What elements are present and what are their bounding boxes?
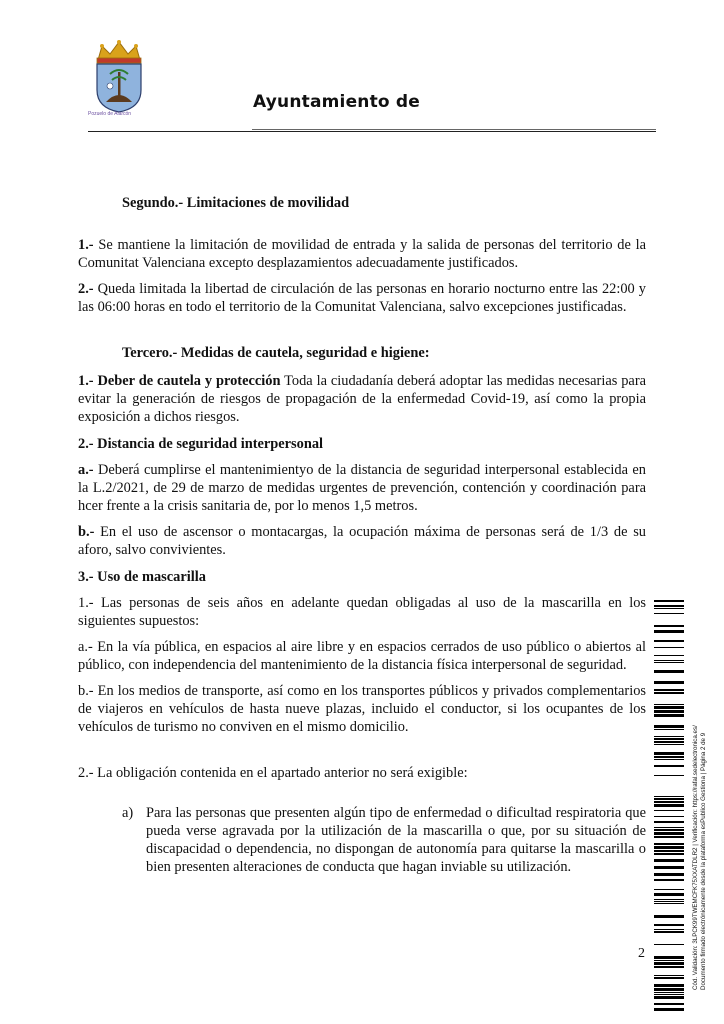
paragraph-mascarilla-1: 1.- Las personas de seis años en adelante quedan obligadas al uso de la mascarilla en los siguientes supuestos: bbox=[78, 595, 646, 629]
barcode-bar bbox=[654, 829, 684, 831]
barcode-bar bbox=[654, 899, 684, 900]
barcode-bar bbox=[654, 765, 684, 767]
barcode-bar bbox=[654, 931, 684, 933]
barcode-bar bbox=[654, 827, 684, 828]
subheading-mascarilla: 3.- Uso de mascarilla bbox=[78, 569, 206, 585]
paragraph-distancia-a bbox=[78, 461, 646, 515]
barcode-bar bbox=[654, 736, 684, 737]
barcode-bar bbox=[654, 915, 684, 918]
paragraph-number: 2.- bbox=[78, 281, 94, 297]
barcode-bar bbox=[654, 744, 684, 745]
barcode-bar bbox=[654, 821, 684, 823]
barcode-bar bbox=[654, 1008, 684, 1011]
barcode-bar bbox=[654, 956, 684, 959]
barcode-bar bbox=[654, 992, 684, 993]
barcode-bar bbox=[654, 975, 684, 976]
barcode-bar bbox=[654, 893, 684, 896]
header-divider bbox=[88, 131, 656, 132]
list-item-a bbox=[78, 804, 646, 876]
barcode-bar bbox=[654, 846, 684, 849]
barcode-bar bbox=[654, 605, 684, 607]
barcode-bar bbox=[654, 759, 684, 760]
barcode-bar bbox=[654, 729, 684, 730]
barcode-bar bbox=[654, 873, 684, 876]
paragraph-distancia-b bbox=[78, 523, 646, 559]
barcode-bar bbox=[654, 775, 684, 776]
barcode-bar bbox=[654, 640, 684, 642]
section-heading-segundo: Segundo.- Limitaciones de movilidad bbox=[122, 195, 350, 211]
barcode-bar bbox=[654, 866, 684, 869]
barcode-bar bbox=[654, 692, 684, 694]
page-header-title: Ayuntamiento de bbox=[253, 92, 421, 112]
paragraph-segundo-1 bbox=[78, 236, 646, 272]
header-divider-thin bbox=[252, 129, 656, 130]
barcode-bar bbox=[654, 670, 684, 673]
paragraph-text: Toda la ciudadanía deberá adoptar las medidas necesarias para evitar la generación de riesgos de propagación de la enfermedad Covid-19, así como la propia exposición a dichos riesgos. bbox=[78, 373, 646, 425]
barcode-bar bbox=[654, 706, 684, 709]
barcode-bar bbox=[654, 984, 684, 987]
paragraph-number: 1.- bbox=[78, 237, 94, 253]
barcode-bar bbox=[654, 996, 684, 999]
barcode-bar bbox=[654, 988, 684, 991]
barcode-bar bbox=[654, 630, 684, 633]
signature-platform-line: Documento firmado electrónicamente desde la plataforma esPublico Gestiona | Página 2 de 9 bbox=[700, 732, 707, 990]
validation-sidebar bbox=[688, 690, 707, 990]
barcode-bar bbox=[654, 725, 684, 728]
paragraph-segundo-2 bbox=[78, 280, 646, 316]
barcode-bar bbox=[654, 960, 684, 961]
item-mark: a.- bbox=[78, 462, 94, 478]
paragraph-bold-lead: 1.- Deber de cautela y protección bbox=[78, 373, 281, 389]
barcode-bar bbox=[654, 655, 684, 656]
barcode-bar bbox=[654, 704, 684, 705]
paragraph-text: Se mantiene la limitación de movilidad de entrada y la salida de personas del territorio de la Comunitat Valenciana excepto desplazamientos adecuadamente justificados. bbox=[78, 237, 646, 271]
list-item-text: Para las personas que presenten algún tipo de enfermedad o dificultad respiratoria que pueda verse agravada por la utilización de la mascarilla o que, por su situación de discapacidad o dependencia, no dispongan de autonomía para quitarse la mascarilla o bien presenten alteraciones de conducta que hagan inviable su utilización. bbox=[146, 805, 646, 875]
paragraph-text: Deberá cumplirse el mantenimientyo de la distancia de seguridad interpersonal establecida en la L.2/2021, de 29 de marzo de medidas urgentes de prevención, contención y coordinación para hcer frente a la crisis sanitaria de, por lo menos 1,5 metros. bbox=[78, 462, 646, 514]
validation-barcode bbox=[654, 600, 684, 1012]
barcode-bar bbox=[654, 901, 684, 902]
barcode-bar bbox=[654, 843, 684, 845]
barcode-bar bbox=[654, 752, 684, 755]
barcode-bar bbox=[654, 944, 684, 945]
paragraph-text: En el uso de ascensor o montacargas, la ocupación máxima de personas será de 1/3 de su aforo, salvo convivientes. bbox=[78, 524, 646, 558]
barcode-bar bbox=[654, 850, 684, 852]
barcode-bar bbox=[654, 889, 684, 890]
barcode-bar bbox=[654, 810, 684, 811]
barcode-bar bbox=[654, 625, 684, 627]
document-body bbox=[78, 194, 646, 876]
logo-caption: Pozuelo de Alarcón bbox=[88, 111, 132, 117]
barcode-bar bbox=[654, 924, 684, 926]
paragraph-mascarilla-a: a.- En la vía pública, en espacios al aire libre y en espacios cerrados de uso público o abiertos al público, con independencia del mantenimiento de la distancia física interpersonal de seguridad. bbox=[78, 639, 646, 673]
barcode-bar bbox=[654, 662, 684, 663]
barcode-bar bbox=[654, 859, 684, 862]
list-item-marker: a) bbox=[122, 805, 134, 821]
barcode-bar bbox=[654, 836, 684, 838]
validation-sidebar-text bbox=[692, 690, 708, 990]
item-mark: b.- bbox=[78, 524, 95, 540]
subheading-distancia: 2.- Distancia de seguridad interpersonal bbox=[78, 436, 324, 452]
paragraph-mascarilla-b: b.- En los medios de transporte, así como en los transportes públicos y privados complementarios de viajeros en vehículos de hasta nueve plazas, incluido el conductor, si los ocupantes de los vehículos de turismo no conviven en el mismo domicilio. bbox=[78, 683, 646, 735]
barcode-bar bbox=[654, 738, 684, 740]
barcode-bar bbox=[654, 714, 684, 717]
barcode-bar bbox=[654, 796, 684, 797]
barcode-bar bbox=[654, 879, 684, 881]
barcode-bar bbox=[654, 681, 684, 684]
barcode-bar bbox=[654, 962, 684, 965]
page-number: 2 bbox=[638, 946, 645, 961]
barcode-bar bbox=[654, 613, 684, 614]
barcode-bar bbox=[654, 977, 684, 979]
barcode-bar bbox=[654, 756, 684, 758]
barcode-bar bbox=[654, 600, 684, 602]
barcode-bar bbox=[654, 929, 684, 930]
barcode-bar bbox=[654, 660, 684, 661]
section-heading-tercero: Tercero.- Medidas de cautela, seguridad e higiene: bbox=[122, 345, 430, 361]
barcode-bar bbox=[654, 994, 684, 995]
barcode-bar bbox=[654, 608, 684, 609]
barcode-bar bbox=[654, 832, 684, 835]
barcode-bar bbox=[654, 804, 684, 807]
barcode-bar bbox=[654, 801, 684, 803]
barcode-bar bbox=[654, 816, 684, 817]
barcode-bar bbox=[654, 903, 684, 904]
barcode-bar bbox=[654, 966, 684, 968]
barcode-bar bbox=[654, 798, 684, 800]
paragraph-mascarilla-2: 2.- La obligación contenida en el apartado anterior no será exigible: bbox=[78, 765, 468, 781]
validation-code-line: Cód. Validación: 3LPCK99TWEMCFK75XXATDLR2 | Verificación: https://rafal.sedelectronica.es/ bbox=[692, 725, 699, 990]
paragraph-text: Queda limitada la libertad de circulación de las personas en horario nocturno entre las 22:00 y las 06:00 horas en todo el territorio de la Comunitat Valenciana, salvo excepciones justificadas. bbox=[78, 281, 646, 315]
paragraph-cautela bbox=[78, 372, 646, 426]
barcode-bar bbox=[654, 710, 684, 713]
barcode-bar bbox=[654, 647, 684, 648]
barcode-bar bbox=[654, 1003, 684, 1005]
barcode-bar bbox=[654, 689, 684, 691]
barcode-bar bbox=[654, 853, 684, 855]
barcode-bar bbox=[654, 741, 684, 743]
